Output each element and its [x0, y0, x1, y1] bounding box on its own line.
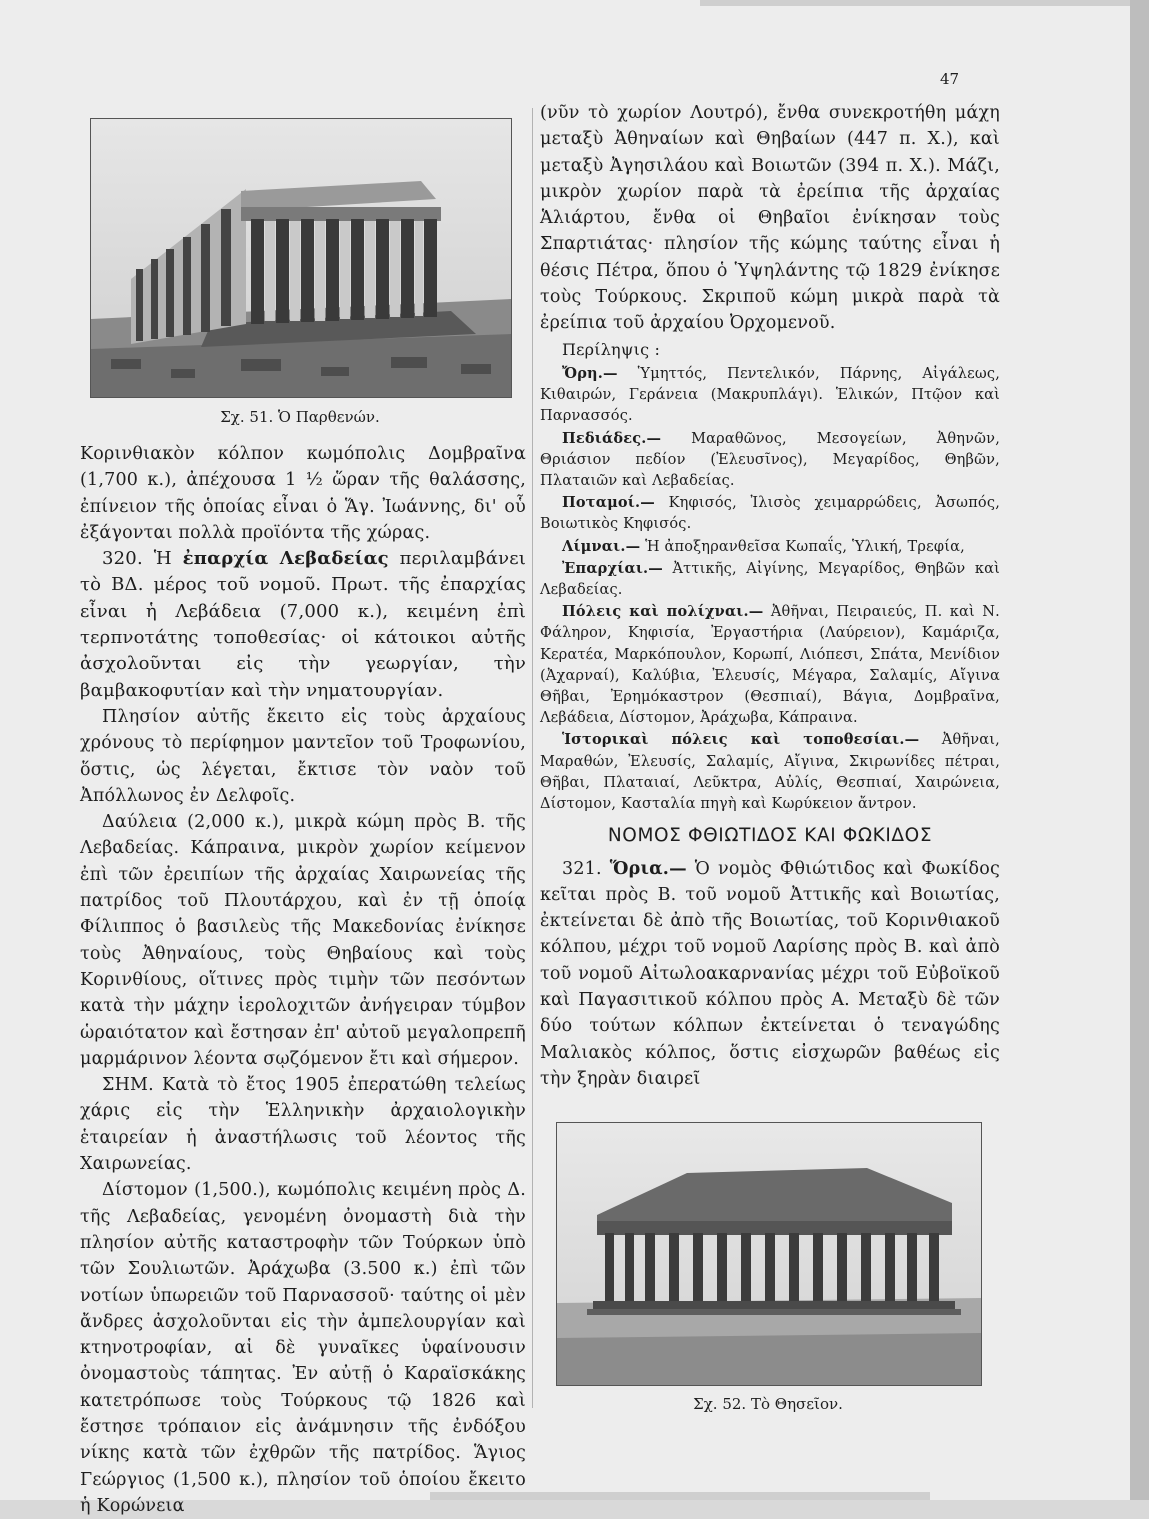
summary-text: Ὑμηττός, Πεντελικόν, Πάρνης, Αἰγάλεως, Κιθαιρών, Γεράνεια (Μακρυπλάγι). Ἑλικών, Πτῷον καὶ Παρνασσός. [540, 365, 1000, 425]
section-text: Ὁ νομὸς Φθιώτιδος καὶ Φωκίδος κεῖται πρὸς Β. τοῦ νομοῦ Ἀττικῆς καὶ Βοιωτίας, ἐκτείνεται δὲ ἀπὸ τῆς Βοιωτίας, τοῦ Κορινθιακοῦ κόλπου, μέχρι τοῦ νομοῦ Λαρίσης πρὸς Β. καὶ ἀπὸ τοῦ νομοῦ Αἰτωλοακαρνανίας μέχρι τοῦ Εὐβοϊκοῦ καὶ Παγασιτικοῦ κόλπου πρὸς Α. Μεταξὺ δὲ τῶν δύο τούτων κόλπων ἐκτείνεται ὁ τεναγώδης Μαλιακὸς κόλπος, ὅστις εἰσχωρῶν βαθέως εἰς τὴν ξηρὰν διαιρεῖ [540, 858, 1001, 1089]
paragraph: Κορινθιακὸν κόλπον κωμόπολις Δομβραῖνα (1,700 κ.), ἀπέχουσα 1 ½ ὥραν τῆς θαλάσσης, ἐπίνειον τῆς ὁποίας εἶναι ὁ Ἅγ. Ἰωάννης, δι' οὗ ἐξάγονται πολλὰ προϊόντα τῆς χώρας. [80, 444, 526, 543]
paragraph: (νῦν τὸ χωρίον Λουτρό), ἔνθα συνεκροτήθη μάχη μεταξὺ Ἀθηναίων καὶ Θηβαίων (447 π. Χ.), καὶ μεταξὺ Ἀγησιλάου καὶ Βοιωτῶν (394 π. Χ.). Μάζι, μικρὸν χωρίον παρὰ τὰ ἐρείπια τῆς ἀρχαίας Ἁλιάρτου, ἔνθα οἱ Θηβαῖοι ἐνίκησαν τοὺς Σπαρτιάτας· πλησίον τῆς κώμης ταύτης εἶναι ἡ θέσις Πέτρα, ὅπου ὁ Ὑψηλάντης τῷ 1829 ἐνίκησε τοὺς Τούρκους. Σκριποῦ κώμη μικρὰ παρὰ τὰ ἐρείπια τοῦ ἀρχαίου Ὀρχομενοῦ. [540, 103, 1000, 334]
summary-text: Κηφισός, Ἰλισὸς χειμαρρώδεις, Ἀσωπός, Βοιωτικὸς Κηφισός. [540, 495, 1000, 533]
section-number: 320. Ἡ [102, 548, 172, 570]
figure-parthenon-image [90, 118, 512, 398]
summary-text: Ἀθῆναι, Μαραθών, Ἐλευσίς, Σαλαμίς, Αἴγινα, Σκιρωνίδες πέτραι, Θῆβαι, Πλαταιαί, Λεῦκτρα, Αὐλίς, Θεσπιαί, Χαιρώνεια, Δίστομον, Κασταλία πηγὴ καὶ Κωρύκειον ἄντρον. [540, 732, 1000, 813]
summary-title: Περίληψις : [562, 339, 661, 359]
summary-item [540, 363, 1000, 428]
scan-edge-top [700, 0, 1130, 6]
figure-parthenon-caption: Σχ. 51. Ὁ Παρθενών. [220, 408, 380, 426]
paragraph-321 [540, 856, 1000, 1093]
summary-label: Ἱστορικαὶ πόλεις καὶ τοποθεσίαι.— [562, 731, 920, 749]
summary-text: Ἀττικῆς, Αἰγίνης, Μεγαρίδος, Θηβῶν καὶ Λεβαδείας. [540, 560, 1000, 598]
figure-theseion-image [556, 1122, 982, 1386]
section-title: Ὅρια.— [609, 858, 687, 879]
section-text: περιλαμβάνει τὸ ΒΔ. μέρος τοῦ νομοῦ. Πρωτ. τῆς ἐπαρχίας εἶναι ἡ Λεβάδεια (7,000 κ.), κειμένη ἐπὶ τερπνοτάτης τοποθεσίας· οἱ κάτοικοι αὐτῆς ἀσχολοῦνται εἰς τὴν γεωργίαν, τὴν βαμβακοφυτίαν καὶ τὴν νηματουργίαν. [80, 548, 526, 701]
paragraph-320 [80, 546, 526, 704]
summary-label: Ἐπαρχίαι.— [562, 559, 663, 577]
paragraph: Πλησίον αὐτῆς ἔκειτο εἰς τοὺς ἀρχαίους χρόνους τὸ περίφημον μαντεῖον τοῦ Τροφωνίου, ὅστις, ὡς λέγεται, ἔκτισε τὸν ναὸν τοῦ Ἀπόλλωνος ἐν Δελφοῖς. [80, 706, 526, 806]
page-number: 47 [940, 70, 960, 88]
summary-text: Ἡ ἀποξηρανθεῖσα Κωπαΐς, Ὑλική, Τρεφία, [645, 538, 965, 555]
summary-text: Ἀθῆναι, Πειραιεύς, Π. καὶ Ν. Φάληρον, Κηφισία, Ἐργαστήρια (Λαύρειον), Καμάριζα, Κερατέα, Μαρκόπουλον, Κορωπί, Λιόπεσι, Σπάτα, Μενίδιον (Ἀχαρναί), Καλύβια, Ἐλευσίς, Μέγαρα, Σαλαμίς, Αἴγινα Θῆβαι, Ἐρημόκαστρον (Θεσπιαί), Βάγια, Δομβραῖνα, Λεβάδεια, Δίστομον, Ἀράχωβα, Κάπραινα. [540, 604, 1000, 727]
summary-label: Ὄρη.— [562, 364, 618, 382]
summary-item [540, 536, 1000, 558]
paragraph: Δαύλεια (2,000 κ.), μικρὰ κώμη πρὸς Β. τῆς Λεβαδείας. Κάπραινα, μικρὸν χωρίον κείμενον ἐπὶ τῶν ἐρειπίων τῆς ἀρχαίας Χαιρωνείας τῆς πατρίδος τοῦ Πλουτάρχου, καὶ ἐν τῇ ὁποίᾳ Φίλιππος ὁ βασιλεὺς τῆς Μακεδονίας ἐνίκησε τοὺς Ἀθηναίους, τοὺς Θηβαίους καὶ τοὺς Κορινθίους, οἵτινες πρὸς τιμὴν τῶν πεσόντων κατὰ τὴν μάχην ἱερολοχιτῶν ἀνήγειραν τύμβον ὡραιότατον καὶ ἔστησαν ἐπ' αὐτοῦ μεγαλοπρεπῆ μαρμάρινον λέοντα σῳζόμενον ἔτι καὶ σήμερον. [80, 812, 526, 1069]
left-column [80, 441, 526, 1519]
scan-edge-right [1130, 0, 1149, 1500]
note-paragraph: ΣΗΜ. Κατὰ τὸ ἔτος 1905 ἐπερατώθη τελείως χάρις εἰς τὴν Ἑλληνικὴν ἀρχαιολογικὴν ἑταιρείαν ἡ ἀναστήλωσις τοῦ λέοντος τῆς Χαιρωνείας. [80, 1075, 526, 1175]
right-column [540, 100, 1000, 1092]
summary-label: Λίμναι.— [562, 537, 641, 555]
paragraph: Δίστομον (1,500.), κωμόπολις κειμένη πρὸς Δ. τῆς Λεβαδείας, γενομένη ὀνομαστὴ διὰ τὴν πλησίον αὐτῆς καταστροφὴν τῶν Τούρκων ὑπὸ τῶν Σουλιωτῶν. Ἀράχωβα (3.500 κ.) ἐπὶ τῶν νοτίων ὑπωρειῶν τοῦ Παρνασσοῦ· ταύτης οἱ μὲν ἄνδρες ἀσχολοῦνται εἰς τὴν ἀμπελουργίαν καὶ κτηνοτροφίαν, αἱ δὲ γυναῖκες ὑφαίνουσιν ὀνομαστοὺς τάπητας. Ἐν αὐτῇ ὁ Καραϊσκάκης κατετρόπωσε τοὺς Τούρκους τῷ 1826 καὶ ἔστησε τρόπαιον εἰς ἀνάμνησιν τῆς ἐνδόξου νίκης κατὰ τῶν ἐχθρῶν τῆς πατρίδος. Ἅγιος Γεώργιος (1,500 κ.), πλησίον τοῦ ὁποίου ἔκειτο ἡ Κορώνεια [80, 1180, 526, 1516]
summary-item [540, 601, 1000, 729]
figure-theseion-caption: Σχ. 52. Τὸ Θησεῖον. [693, 1395, 843, 1413]
summary-item [540, 558, 1000, 601]
summary-text: Μαραθῶνος, Μεσογείων, Ἀθηνῶν, Θριάσιον πεδίον (Ἐλευσῖνος), Μεγαρίδος, Θηβῶν, Πλαταιῶν καὶ Λεβαδείας. [540, 430, 1001, 489]
summary-item [540, 729, 1000, 815]
summary-item [540, 492, 1000, 535]
summary-item [540, 428, 1000, 493]
section-heading: ΝΟΜΟΣ ΦΘΙΩΤΙΔΟΣ ΚΑΙ ΦΩΚΙΔΟΣ [607, 825, 933, 847]
summary-label: Πεδιάδες.— [562, 429, 662, 447]
summary-label: Ποταμοί.— [562, 494, 655, 512]
summary [540, 363, 1000, 815]
section-number: 321. [562, 858, 602, 879]
column-divider [532, 108, 533, 1408]
section-title: ἐπαρχία Λεβαδείας [182, 548, 389, 570]
summary-label: Πόλεις καὶ πολίχναι.— [562, 603, 764, 621]
